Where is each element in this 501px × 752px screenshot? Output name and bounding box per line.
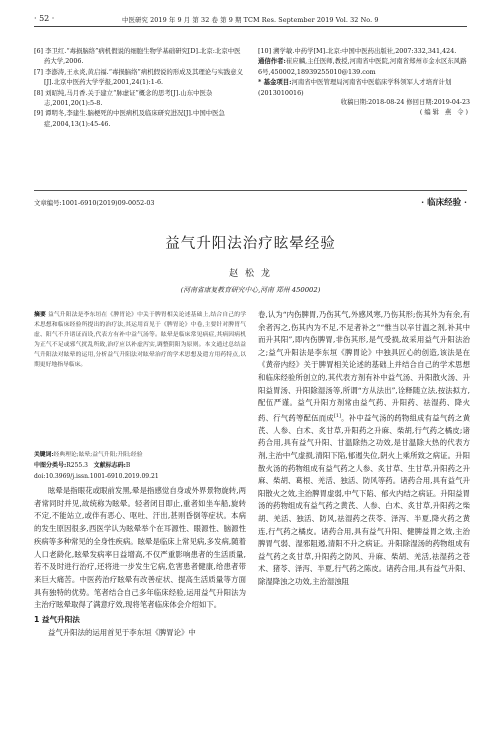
correspondence-note: 通信作者:崔应麟,主任医师,教授,河南省中医院,河南省郑州市金水区东风路6号,450002,18939255010@139.com: [258, 57, 467, 76]
running-head-text: 中医研究 2019 年 9 月 第 32 卷 第 9 期 TCM Res. September 2019 Vol. 32 No. 9: [122, 16, 379, 24]
body-column-right: [258, 309, 470, 589]
keywords: 关键词:经典理论;眩晕;益气升阳;升阳;经验: [34, 452, 143, 458]
citation-marker: [1]: [333, 412, 341, 419]
doi: doi:10.3969/j.issn.1001-6910.2019.09.21: [34, 473, 159, 480]
received-date: 收稿日期:2018-08-24 修回日期:2019-04-23: [340, 99, 470, 107]
author-name: 赵 松 龙: [229, 269, 272, 279]
reference-item: [6] 李卫红.“毒损脑络”病机假说的细胞生物学基础研究[D].北京:北京中医药大学,2006.: [34, 47, 241, 66]
article-number: 文章编号:1001-6910(2019)09-0052-03: [34, 199, 155, 207]
abstract-label: 摘要: [34, 312, 46, 318]
reference-item: [10] 溯学敏.中药学[M].北京:中国中医药出版社,2007:332,341,424.: [258, 47, 457, 55]
article-title: 益气升阳法治疗眩晕经验: [165, 236, 336, 252]
column-tag: · 临床经验 ·: [421, 198, 467, 208]
reference-list-right: [258, 46, 470, 119]
classification-line: 中图分类号:R255.3 文献标志码:B: [34, 462, 131, 469]
section-divider: [34, 190, 467, 191]
page-number: · 52 ·: [34, 14, 55, 23]
reference-item: [7] 李澎涛,王永炎,黄启福.“毒损脑络”病机假说的形成及其理论与实践意义[J].北京中医药大学学报,2001,24(1):1-6.: [34, 67, 244, 87]
author-affiliation: (河南省康复教育研究中心,河南 郑州 450002): [180, 286, 321, 294]
editor-note: (编辑 燕 令): [419, 109, 470, 117]
body-column-left: [34, 485, 246, 639]
abstract: [34, 311, 246, 370]
reference-item: [9] 谭明冬,李建生.脑梗死的中医病机及临床研究进况[J].中国中医急症,2004,13(1):45-46.: [34, 109, 225, 128]
running-header: [34, 12, 467, 27]
section-paragraph: 益气升阳法的运用首见于李东垣《脾胃论》中: [48, 627, 196, 637]
intro-paragraph: 眩晕是指眼花或眼前发黑,晕是指感觉自身或外界景物旋转,两者常同时并见,故统称为眩晕。轻者闭目即止,重者如坐车船,旋转不定,不能站立,或伴有恶心、呕吐、汗出,甚则昏倒等症状。本病的发生原因很多,西医学认为眩晕举个在耳源性、眼源性、脑源性疾病等多种常见的全身性疾病。眩晕是临床上常见病,多发病,随着人口老龄化,眩晕发病率日益增高,不仅严重影响患者的生活质量,若不及时进行治疗,还将进一步发生它病,危害患者健康,给患者带来巨大痛苦。中医药治疗眩晕有改善症状、提高生活质量等方面具有独特的优势。笔者结合自己多年临床经验,运用益气升阳法为主治疗眩晕取得了满意疗效,现将笔者临床体会介绍如下。: [34, 486, 246, 610]
reference-list-left: [34, 46, 246, 129]
reference-item: [8] 刘昭纯,马月香.关于建立“脉虚证”概念的思考[J].山东中医杂志,2001,20(1):5-8.: [34, 88, 213, 108]
funding-note: * 基金项目:河南省中医管理局河南省中医临床学科领军人才培育计划(2013010016): [258, 78, 452, 97]
abstract-text: 益气升阳法是李东垣在《脾胃论》中关于脾胃相关论述基础上,结合自己的学术思想和临床经验所提出的治疗法,其运用首见于《脾胃论》中卷,主要针对脾胃气虚、阳气不升诸证而设,代表方有补中益气汤等。眩晕是临床常见病症,其病因病机为正气不足或邪气扰乱所致,治疗应以补虚泻实,调整阴阳为原则。本文通过总结益气升阳法对眩晕的运用,分析益气升阳法对眩晕治疗的学术思想及遣方用药特点,以期更好地指导临床。: [34, 312, 247, 368]
section-heading: 1 益气升阳法: [34, 615, 80, 625]
body-paragraph: 卷,认为“内伤脾胃,乃伤其气,外感风寒,乃伤其形;伤其外为有余,有余者泻之,伤其内为不足,不足者补之”“惟当以辛甘温之剂,补其中而升其阳”,即内伤脾胃,非伤其形,是气受损,故采用益气升阳法治之;益气升阳法是李东垣《脾胃论》中独具匠心的创造,该法是在《黄帝内经》关于脾胃相关论述的基础上并结合自己的学术思想和临床经验所创立的,其代表方剂有补中益气汤、升阳散火汤、升阳益胃汤、升阳除湿汤等,所谓“方从法出”,诠释随立法,按法拟方,配伍严谨。益气升阳方剂常由益气药、升阳药、祛湿药、降火药、行气药等配伍而成[1]。补中益气汤的药物组成有益气药之黄芪、人参、白术、炙甘草,升阳药之升麻、柴胡,行气药之橘皮;诸药合用,具有益气升阳、甘温除热之功效,是甘温除大热的代表方剂,主治中气虚损,清阳下陷,郁遏失位,阴火上乘所致之病证。升阳散火汤的药物组成有益气药之人参、炙甘草、生甘草,升阳药之升麻、柴胡、葛根、羌活、独活、防风等药。诸药合用,具有益气升阳散火之效,主治脾胃虚弱,中气下陷、郁火内结之病证。升阳益胃汤的药物组成有益气药之黄芪、人参、白术、炙甘草,升阳药之柴胡、羌活、独活、防风,祛湿药之茯苓、泽泻、半夏,降火药之黄连,行气药之橘皮。诸药合用,具有益气升阳、健脾益胃之效,主治脾胃气弱、湿邪阻遏,清阳不升之病证。升阳除湿汤的药物组成有益气药之炙甘草,升阳药之防风、升麻、柴胡、羌活,祛湿药之苍术、猪苓、泽泻、半夏,行气药之陈皮。诸药合用,具有益气升阳、除湿降浊之功效,主治湿浊阻: [258, 310, 470, 586]
